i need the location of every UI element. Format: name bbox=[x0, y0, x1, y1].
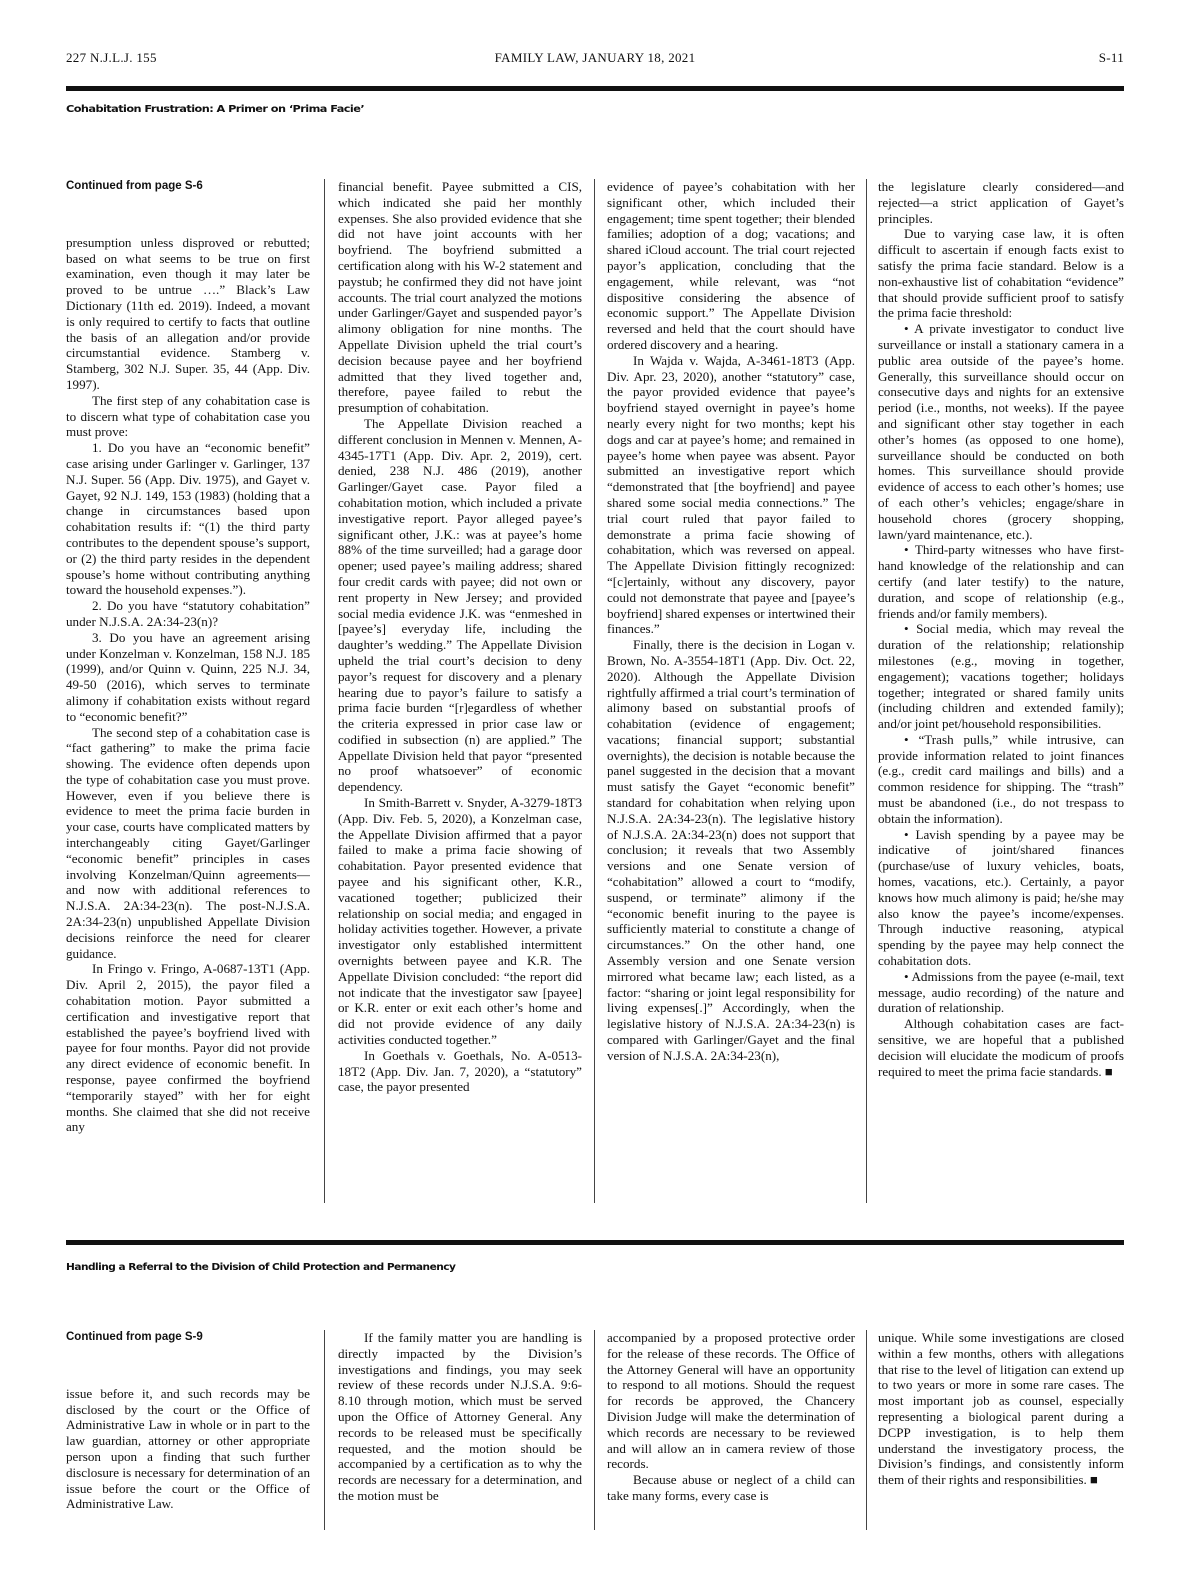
paragraph: In Smith-Barrett v. Snyder, A-3279-18T3 (App. Div. Feb. 5, 2020), a Konzelman case, the Appellate Division affirmed that a payor failed to make a prima facie showing of cohabitation. Payor presented evidence that payee and his significant other, K.R., vacationed together; publicized their relationship on social media; and engaged in holiday activities together. However, a private investigator only established intermittent overnights between payee and K.R. The Appellate Division concluded: “the report did not indicate that the investigator saw [payee] or K.R. enter or exit each other’s home and did not provide evidence of any daily activities conducted together.” bbox=[338, 795, 582, 1048]
article1-column-1 bbox=[66, 179, 310, 1203]
paragraph: 2. Do you have “statutory cohabitation” under N.J.S.A. 2A:34-23(n)? bbox=[66, 598, 310, 629]
paragraph: The Appellate Division reached a different conclusion in Mennen v. Mennen, A-4345-17T1 (App. Div. Apr. 2, 2019), cert. denied, 238 N.J. 486 (2019), another Garlinger/Gayet case. Payor filed a cohabitation motion, which included a private investigative report. Payor alleged payee’s significant other, J.K.: was at payee’s home 88% of the time surveilled; had a garage door opener; used payee’s mailing address; shared four credit cards with payee; did not own or rent property in New Jersey; and provided social media evidence J.K. was “enmeshed in [payee’s] everyday life, including the daughter’s wedding.” The Appellate Division upheld the trial court’s decision to deny payor’s request for discovery and a plenary hearing due to payor’s failure to satisfy a prima facie burden “[r]egardless of whether the criteria expressed in prior case law or codified in subsection (n) are applied.” The Appellate Division held that payor “presented no proof whatsoever” of economic dependency. bbox=[338, 415, 582, 795]
paragraph: In Goethals v. Goethals, No. A-0513-18T2 (App. Div. Jan. 7, 2020), a “statutory” case, the payor presented bbox=[338, 1047, 582, 1095]
article2-column-3 bbox=[607, 1330, 855, 1530]
paragraph: issue before it, and such records may be disclosed by the court or the Office of Administrative Law in whole or in part to the law guardian, attorney or other appropriate person upon a finding that such further disclosure is necessary for determination of an issue before the court or the Office of Administrative Law. bbox=[66, 1385, 310, 1512]
column-divider bbox=[324, 179, 325, 1203]
top-rule bbox=[66, 86, 1124, 91]
paragraph: Because abuse or neglect of a child can take many forms, every case is bbox=[607, 1472, 855, 1503]
column-divider bbox=[324, 1330, 325, 1530]
paragraph: unique. While some investigations are closed within a few months, others with allegations that rise to the level of litigation can extend up to two years or more in some rare cases. The most important job as counsel, especially representing a biological parent during a DCPP investigation, is to help them understand the investigatory process, the Division’s findings, and consistently inform them of their rights and responsibilities. ■ bbox=[878, 1330, 1124, 1488]
article2-column-4 bbox=[878, 1330, 1124, 1530]
column-divider bbox=[594, 1330, 595, 1530]
bullet-item: • A private investigator to conduct live surveillance or install a stationary camera in a public area outside of the payee’s home. Generally, this surveillance should occur on consecutive days and nights for an extensive period (i.e., months, not weeks). If the payee and significant other stay together in each other’s homes (as opposed to one home), surveillance should be conducted on both homes. This surveillance should provide evidence of access to each other’s homes; use of each other’s vehicles; engage/share in household chores (grocery shopping, lawn/yard maintenance, etc.). bbox=[878, 321, 1124, 542]
paragraph: In Fringo v. Fringo, A-0687-13T1 (App. Div. April 2, 2015), the payor filed a cohabitation motion. Payor submitted a certification and investigative report that established the payee’s boyfriend lived with payee for four months. Payor did not provide any direct evidence of economic benefit. In response, payee confirmed the boyfriend “temporarily stayed” with her for eight months. She claimed that she did not receive any bbox=[66, 961, 310, 1135]
article2-column-1 bbox=[66, 1330, 310, 1530]
article2-column-2 bbox=[338, 1330, 582, 1530]
article1-headline: Cohabitation Frustration: A Primer on ‘Prima Facie’ bbox=[66, 104, 365, 115]
section-rule bbox=[66, 1240, 1124, 1245]
paragraph: If the family matter you are handling is directly impacted by the Division’s investigations and findings, you may seek review of these records under N.J.S.A. 9:6-8.10 through motion, which must be served upon the Office of Attorney General. Any records to be released must be specifically requested, and the motion should be accompanied by a certification as to why the records are necessary for a determination, and the motion must be bbox=[338, 1330, 582, 1503]
folio-line bbox=[66, 50, 1124, 68]
paragraph: evidence of payee’s cohabitation with her significant other, which included their engagement; time spent together; their blended families; adoption of a dog; vacations; and shared iCloud account. The trial court rejected payor’s application, concluding that the engagement, while relevant, was “not dispositive considering the absence of economic support.” The Appellate Division reversed and held that the court should have ordered discovery and a hearing. bbox=[607, 179, 855, 352]
paragraph: Due to varying case law, it is often difficult to ascertain if enough facts exist to satisfy the prima facie standard. Below is a non-exhaustive list of cohabitation “evidence” that should provide sufficient proof to satisfy the prima facie threshold: bbox=[878, 226, 1124, 321]
article1-column-3 bbox=[607, 179, 855, 1203]
column-divider bbox=[866, 179, 867, 1203]
page-number: S-11 bbox=[1098, 50, 1124, 65]
paragraph: accompanied by a proposed protective order for the release of these records. The Office of the Attorney General will have an opportunity to respond to all motions. Should the request for records be approved, the Chancery Division Judge will make the determination of which records are necessary to be reviewed and will allow an in camera review of those records. bbox=[607, 1330, 855, 1472]
section-date: FAMILY LAW, JANUARY 18, 2021 bbox=[494, 50, 696, 65]
continued-from-note: Continued from page S-6 bbox=[66, 180, 203, 192]
paragraph: 1. Do you have an “economic benefit” case arising under Garlinger v. Garlinger, 137 N.J. Super. 56 (App. Div. 1975), and Gayet v. Gayet, 92 N.J. 149, 153 (1983) (holding that a change in circumstances based upon cohabitation results if: “(1) the third party contributes to the dependent spouse’s support, or (2) the third party resides in the dependent spouse’s home without contributing anything toward the household expenses.”). bbox=[66, 440, 310, 598]
paragraph: The second step of a cohabitation case is “fact gathering” to make the prima facie showing. The evidence often depends upon the type of cohabitation case you must prove. However, even if you believe there is evidence to meet the prima facie burden in your case, courts have complicated matters by interchangeably citing Gayet/Garlinger “economic benefit” principles in cases involving Konzelman/Quinn agreements—and now with additional references to N.J.S.A. 2A:34-23(n). The post-N.J.S.A. 2A:34-23(n) unpublished Appellate Division decisions reinforce the need for clearer guidance. bbox=[66, 724, 310, 961]
paragraph: financial benefit. Payee submitted a CIS, which indicated she paid her monthly expenses. She also provided evidence that she did not have joint accounts with her boyfriend. The boyfriend submitted a certification along with his W-2 statement and paystub; he confirmed they did not have joint accounts. The trial court analyzed the motions under Garlinger/Gayet and suspended payor’s alimony obligation for nine months. The Appellate Division upheld the trial court’s decision because payee and her boyfriend admitted that they lived together and, therefore, payee failed to rebut the presumption of cohabitation. bbox=[338, 179, 582, 416]
article2-headline: Handling a Referral to the Division of Child Protection and Permanency bbox=[66, 1262, 456, 1273]
column-divider bbox=[594, 179, 595, 1203]
paragraph: the legislature clearly considered—and rejected—a strict application of Gayet’s principles. bbox=[878, 179, 1124, 226]
continued-from-note: Continued from page S-9 bbox=[66, 1331, 203, 1343]
bullet-item: • Admissions from the payee (e-mail, text message, audio recording) of the nature and duration of relationship. bbox=[878, 968, 1124, 1016]
paragraph: In Wajda v. Wajda, A-3461-18T3 (App. Div. Apr. 23, 2020), another “statutory” case, the payor provided evidence that payee’s boyfriend stayed overnight in payee’s home nearly every night for two months; kept his dogs and car at payee’s home; and remained in payee’s home when payee was absent. Payor submitted an investigative report which “demonstrated that [the boyfriend] and payee shared some social media connections.” The trial court ruled that payor failed to demonstrate a prima facie showing of cohabitation, which was reversed on appeal. The Appellate Division fittingly recognized: “[c]ertainly, without any discovery, payor could not demonstrate that payee and [payee’s boyfriend] shared expenses or intertwined their finances.” bbox=[607, 352, 855, 637]
article1-column-2 bbox=[338, 179, 582, 1203]
paragraph: The first step of any cohabitation case is to discern what type of cohabitation case you must prove: bbox=[66, 392, 310, 440]
paragraph: Although cohabitation cases are fact-sensitive, we are hopeful that a published decision will elucidate the modicum of proofs required to meet the prima facie standards. ■ bbox=[878, 1016, 1124, 1079]
bullet-item: • Social media, which may reveal the duration of the relationship; relationship milestones (e.g., moving in together, engagement); vacations together; holidays together; integrated or shared family units (including children and extended family); and/or joint pet/household responsibilities. bbox=[878, 621, 1124, 732]
bullet-item: • Lavish spending by a payee may be indicative of joint/shared finances (purchase/use of luxury vehicles, boats, homes, vacations, etc.). Certainly, a payor knows how much alimony is paid; he/she may also know the payee’s income/expenses. Through inductive reasoning, atypical spending by the payee may help connect the cohabitation dots. bbox=[878, 826, 1124, 969]
article1-column-4 bbox=[878, 179, 1124, 1203]
column-divider bbox=[866, 1330, 867, 1530]
bullet-item: • “Trash pulls,” while intrusive, can provide information related to joint finances (e.g., credit card mailings and bills) and a common residence for shipping. The “trash” must be abandoned (i.e., do not trespass to obtain the information). bbox=[878, 731, 1124, 826]
paragraph: 3. Do you have an agreement arising under Konzelman v. Konzelman, 158 N.J. 185 (1999), and/or Quinn v. Quinn, 225 N.J. 34, 49-50 (2016), which serves to terminate alimony if cohabitation exists without regard to “economic benefit?” bbox=[66, 629, 310, 724]
bullet-item: • Third-party witnesses who have first-hand knowledge of the relationship and can certify (and later testify) to the nature, duration, and scope of relationship (e.g., friends and/or family members). bbox=[878, 542, 1124, 621]
citation: 227 N.J.L.J. 155 bbox=[66, 50, 157, 65]
paragraph: presumption unless disproved or rebutted; based on what seems to be true on first examination, even though it may later be proved to be untrue ….” Black’s Law Dictionary (11th ed. 2019). Indeed, a movant is only required to certify to facts that outline the basis of an allegation and/or provide circumstantial evidence. Stamberg v. Stamberg, 302 N.J. Super. 35, 44 (App. Div. 1997). bbox=[66, 234, 310, 392]
paragraph: Finally, there is the decision in Logan v. Brown, No. A-3554-18T1 (App. Div. Oct. 22, 2020). Although the Appellate Division rightfully affirmed a trial court’s termination of alimony based on substantial proofs of cohabitation (evidence of engagement; vacations; financial support; substantial overnights), the decision is notable because the panel suggested in the decision that a movant must satisfy the Gayet “economic benefit” standard for cohabitation when relying upon N.J.S.A. 2A:34-23(n). The legislative history of N.J.S.A. 2A:34-23(n) does not support that conclusion; it reveals that two Assembly versions and one Senate version of “cohabitation” allowed a court to “modify, suspend, or terminate” alimony if the “economic benefit inuring to the payee is sufficiently material to constitute a change of circumstances.” On the other hand, one Assembly version and one Senate version mirrored what became law; each listed, as a factor: “sharing or joint legal responsibility for living expenses[.]” Accordingly, when the legislative history of N.J.S.A. 2A:34-23(n) is compared with Garlinger/Gayet and the final version of N.J.S.A. 2A:34-23(n), bbox=[607, 637, 855, 1063]
